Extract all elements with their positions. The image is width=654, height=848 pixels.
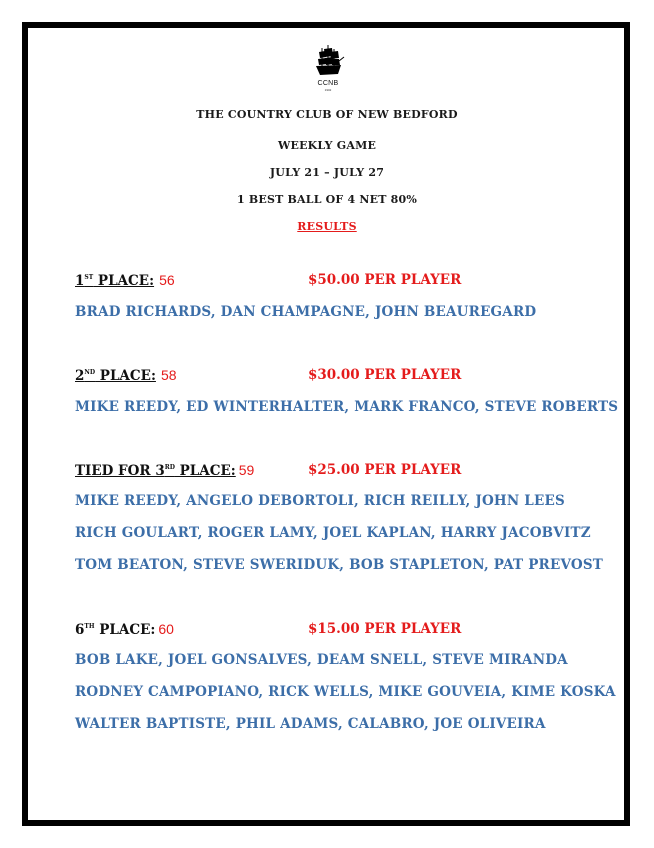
score: 56 [159, 272, 175, 288]
place-label: 6TH PLACE: [75, 622, 156, 638]
player-names-line: MIKE REEDY, ANGELO DEBORTOLI, RICH REILLY, JOHN LEES [75, 493, 565, 509]
prize-2nd: $30.00 PER PLAYER [308, 367, 462, 383]
results-heading: RESULTS [297, 220, 357, 233]
prize-6th: $15.00 PER PLAYER [308, 621, 462, 637]
score: 59 [238, 462, 255, 478]
player-names-line: BOB LAKE, JOEL GONSALVES, DEAM SNELL, STEVE MIRANDA [75, 652, 568, 668]
section-heading-1st [75, 272, 175, 289]
prize-1st: $50.00 PER PLAYER [308, 272, 462, 288]
section-heading-2nd [75, 367, 177, 384]
score: 60 [158, 621, 174, 637]
player-names-line: TOM BEATON, STEVE SWERIDUK, BOB STAPLETON, PAT PREVOST [75, 557, 604, 573]
game-format: 1 BEST BALL OF 4 NET 80% [237, 193, 417, 206]
player-names-line: WALTER BAPTISTE, PHIL ADAMS, CALABRO, JOE OLIVEIRA [75, 716, 546, 732]
logo-text: CCNB [317, 80, 339, 87]
player-names-line: MIKE REEDY, ED WINTERHALTER, MARK FRANCO, STEVE ROBERTS [75, 399, 619, 415]
player-names-line: BRAD RICHARDS, DAN CHAMPAGNE, JOHN BEAUREGARD [75, 304, 537, 320]
event-title: WEEKLY GAME [277, 139, 377, 152]
logo-year: 1902 [324, 88, 332, 92]
event-dates: JULY 21 – JULY 27 [269, 166, 385, 179]
player-names-line: RODNEY CAMPOPIANO, RICK WELLS, MIKE GOUVEIA, KIME KOSKA [75, 684, 616, 700]
place-label: 2ND PLACE: [75, 368, 156, 384]
section-heading-6th [75, 621, 174, 638]
score: 58 [160, 367, 177, 383]
club-name: THE COUNTRY CLUB OF NEW BEDFORD [196, 108, 458, 121]
player-names-line: RICH GOULART, ROGER LAMY, JOEL KAPLAN, HARRY JACOBVITZ [75, 525, 591, 541]
place-label: TIED FOR 3RD PLACE: [75, 463, 236, 479]
place-label: 1ST PLACE: [75, 273, 155, 289]
section-heading-tied-3rd [75, 462, 254, 479]
prize-3rd: $25.00 PER PLAYER [308, 462, 462, 478]
